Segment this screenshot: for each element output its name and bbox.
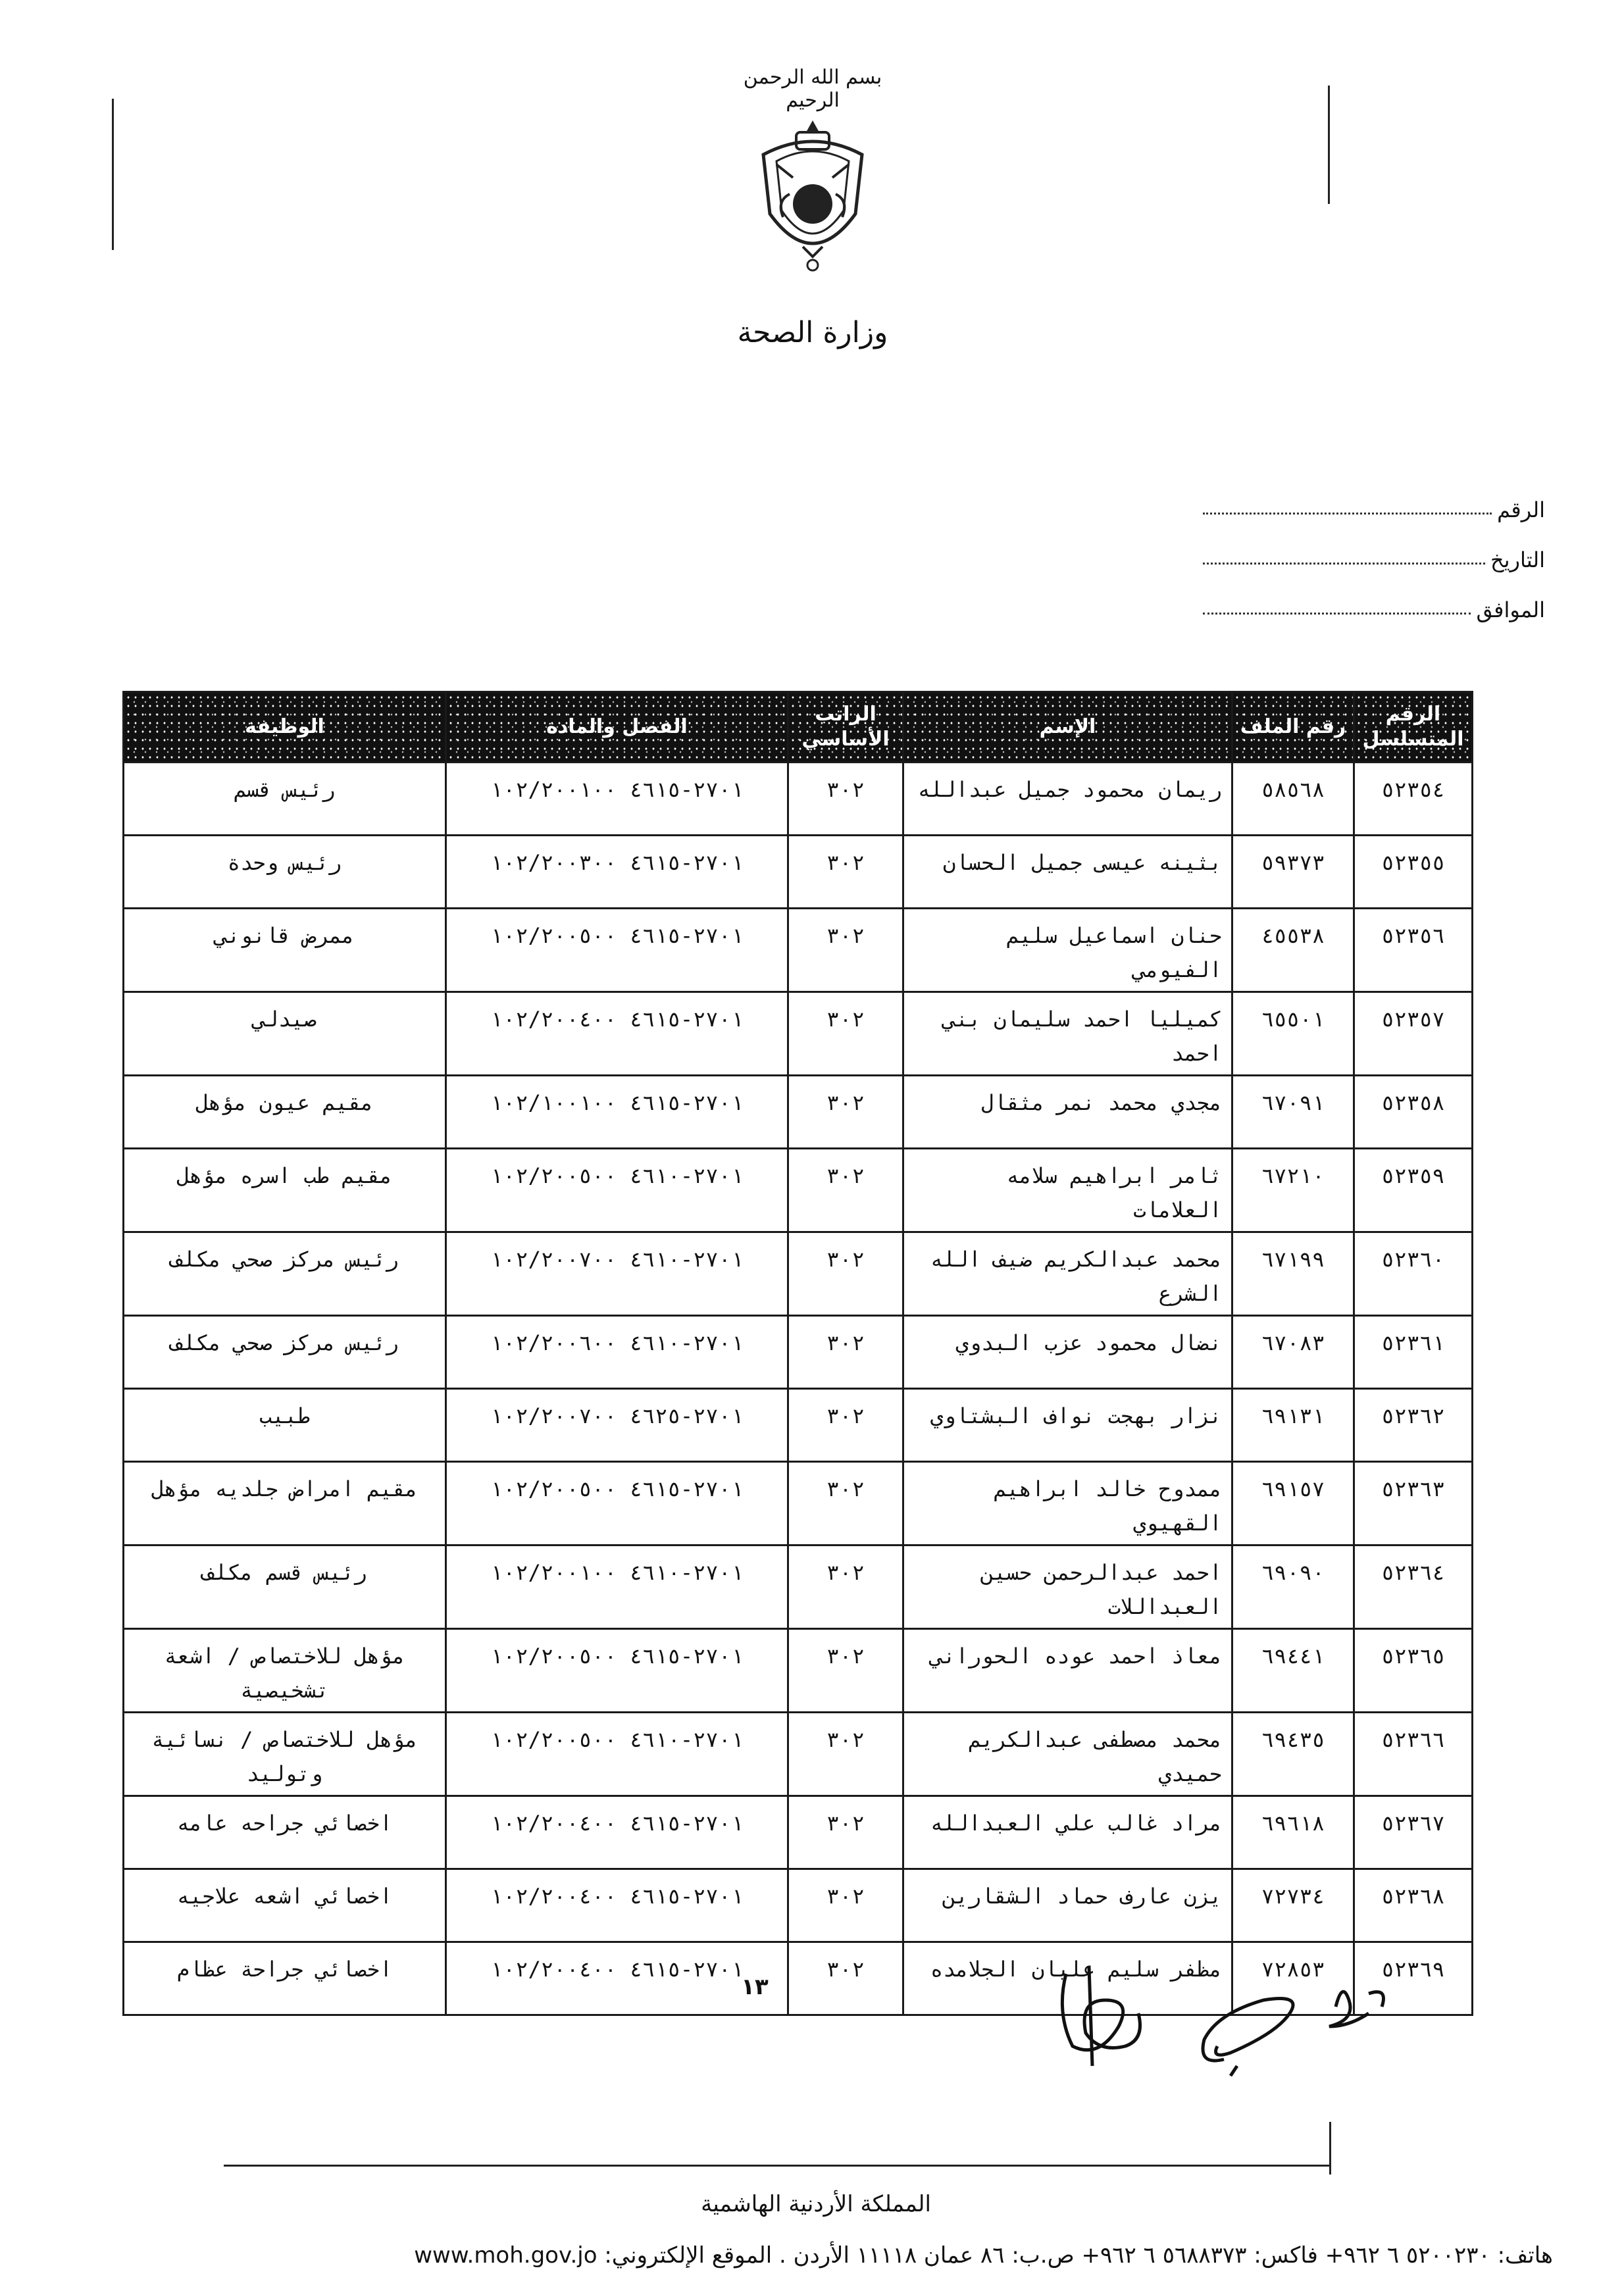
cell-serial: ٥٢٣٥٧: [1354, 992, 1473, 1076]
cell-serial: ٥٢٣٦٤: [1354, 1546, 1473, 1629]
cell-serial: ٥٢٣٥٨: [1354, 1076, 1473, 1149]
cell-file-no: ٧٢٧٣٤: [1232, 1869, 1354, 1942]
cell-name: محمد مصطفى عبدالكريم حميدي: [903, 1713, 1232, 1796]
cell-file-no: ٦٥٥٠١: [1232, 992, 1354, 1076]
cell-serial: ٥٢٣٦٨: [1354, 1869, 1473, 1942]
table-row: [124, 763, 1473, 836]
cell-serial: ٥٢٣٦١: [1354, 1316, 1473, 1389]
table-row: [124, 992, 1473, 1076]
table-row: [124, 1389, 1473, 1462]
page-number: ١٣: [741, 1974, 769, 2000]
cell-name: كميليا احمد سليمان بني احمد: [903, 992, 1232, 1076]
cell-name: نزار بهجت نواف البشتاوي: [903, 1389, 1232, 1462]
cell-chapter-item: ٢٧٠١-٤٦١٥ ١٠٢/١٠٠١٠٠: [446, 1076, 788, 1149]
cell-file-no: ٦٧٠٨٣: [1232, 1316, 1354, 1389]
cell-file-no: ٥٩٣٧٣: [1232, 836, 1354, 909]
cell-salary: ٣٠٢: [788, 1629, 903, 1713]
cell-serial: ٥٢٣٥٦: [1354, 909, 1473, 992]
cell-chapter-item: ٢٧٠١-٤٦١٥ ١٠٢/٢٠٠٣٠٠: [446, 836, 788, 909]
cell-file-no: ٦٩١٣١: [1232, 1389, 1354, 1462]
table-row: [124, 1232, 1473, 1316]
header-salary: الراتب الأساسي: [788, 692, 903, 763]
cell-salary: ٣٠٢: [788, 1462, 903, 1546]
cell-salary: ٣٠٢: [788, 1389, 903, 1462]
header-serial: الرقم المتسلسل: [1354, 692, 1473, 763]
cell-chapter-item: ٢٧٠١-٤٦١٥ ١٠٢/٢٠٠٥٠٠: [446, 1462, 788, 1546]
cell-salary: ٣٠٢: [788, 1942, 903, 2015]
table-row: [124, 1546, 1473, 1629]
cell-name: حنان اسماعيل سليم الفيومي: [903, 909, 1232, 992]
coat-of-arms-emblem: [744, 115, 882, 280]
cell-file-no: ٦٩٤٤١: [1232, 1629, 1354, 1713]
cell-salary: ٣٠٢: [788, 909, 903, 992]
cell-file-no: ٤٥٥٣٨: [1232, 909, 1354, 992]
footer-contact: هاتف: ٥٢٠٠٢٣٠ ٦ ٩٦٢+ فاكس: ٥٦٨٨٣٧٣ ٦ ٩٦٢+ ص.ب: ٨٦ عمان ١١١١٨ الأردن . الموقع الإلكتروني: www.moh.gov.jo: [414, 2242, 1553, 2269]
table-row: [124, 1796, 1473, 1869]
table-row: [124, 1076, 1473, 1149]
cell-job: ممرض قانوني: [124, 909, 446, 992]
cell-chapter-item: ٢٧٠١-٤٦١٥ ١٠٢/٢٠٠٤٠٠: [446, 1942, 788, 2015]
footer-kingdom: المملكة الأردنية الهاشمية: [701, 2191, 931, 2217]
cell-chapter-item: ٢٧٠١-٤٦١٠ ١٠٢/٢٠٠٦٠٠: [446, 1316, 788, 1389]
cell-job: مؤهل للاختصاص / نسائية وتوليد: [124, 1713, 446, 1796]
cell-serial: ٥٢٣٥٩: [1354, 1149, 1473, 1232]
cell-name: محمد عبدالكريم ضيف الله الشرع: [903, 1232, 1232, 1316]
header-name: الإسم: [903, 692, 1232, 763]
cell-file-no: ٦٧١٩٩: [1232, 1232, 1354, 1316]
field-blank: [1203, 563, 1485, 565]
cell-chapter-item: ٢٧٠١-٤٦١٠ ١٠٢/٢٠٠٥٠٠: [446, 1713, 788, 1796]
cell-file-no: ٦٧٠٩١: [1232, 1076, 1354, 1149]
cell-file-no: ٦٩١٥٧: [1232, 1462, 1354, 1546]
header-file-no: رقم الملف: [1232, 692, 1354, 763]
cell-job: رئيس مركز صحي مكلف: [124, 1316, 446, 1389]
cell-salary: ٣٠٢: [788, 1232, 903, 1316]
cell-job: مقيم طب اسره مؤهل: [124, 1149, 446, 1232]
cell-chapter-item: ٢٧٠١-٤٦١٥ ١٠٢/٢٠٠٤٠٠: [446, 1869, 788, 1942]
field-label: التاريخ: [1490, 547, 1545, 572]
header-chapter-item: الفصل والمادة: [446, 692, 788, 763]
cell-file-no: ٥٨٥٦٨: [1232, 763, 1354, 836]
cell-job: اخصائي جراحه عامه: [124, 1796, 446, 1869]
cell-chapter-item: ٢٧٠١-٤٦١٥ ١٠٢/٢٠٠٤٠٠: [446, 1796, 788, 1869]
cell-job: رئيس قسم: [124, 763, 446, 836]
cell-name: ثامر ابراهيم سلامه العلامات: [903, 1149, 1232, 1232]
table-row: [124, 1149, 1473, 1232]
footer-right-rule: [1329, 2122, 1331, 2174]
signatures: [1027, 1954, 1421, 2086]
cell-name: بثينه عيسى جميل الحسان: [903, 836, 1232, 909]
cell-chapter-item: ٢٧٠١-٤٦٢٥ ١٠٢/٢٠٠٧٠٠: [446, 1389, 788, 1462]
corresponding-date-field: [1203, 572, 1545, 622]
cell-salary: ٣٠٢: [788, 1546, 903, 1629]
cell-salary: ٣٠٢: [788, 1076, 903, 1149]
cell-name: يزن عارف حماد الشقارين: [903, 1869, 1232, 1942]
cell-file-no: ٦٩٤٣٥: [1232, 1713, 1354, 1796]
cell-chapter-item: ٢٧٠١-٤٦١٠ ١٠٢/٢٠٠٧٠٠: [446, 1232, 788, 1316]
cell-serial: ٥٢٣٦٩: [1354, 1942, 1473, 2015]
cell-name: احمد عبدالرحمن حسين العبداللات: [903, 1546, 1232, 1629]
cell-job: اخصائي جراحة عظام: [124, 1942, 446, 2015]
cell-salary: ٣٠٢: [788, 992, 903, 1076]
cell-job: طبيب: [124, 1389, 446, 1462]
table-row: [124, 1713, 1473, 1796]
employees-table: [122, 691, 1473, 2016]
cell-file-no: ٦٩٠٩٠: [1232, 1546, 1354, 1629]
table-header-row: [124, 692, 1473, 763]
cell-name: مجدي محمد نمر مثقال: [903, 1076, 1232, 1149]
reference-fields: [1203, 472, 1545, 622]
cell-name: ريمان محمود جميل عبدالله: [903, 763, 1232, 836]
cell-name: مظفر سليم عليان الجلامده: [903, 1942, 1232, 2015]
cell-job: رئيس قسم مكلف: [124, 1546, 446, 1629]
cell-chapter-item: ٢٧٠١-٤٦١٠ ١٠٢/٢٠٠١٠٠: [446, 1546, 788, 1629]
cell-salary: ٣٠٢: [788, 1713, 903, 1796]
cell-serial: ٥٢٣٦٢: [1354, 1389, 1473, 1462]
cell-chapter-item: ٢٧٠١-٤٦١٠ ١٠٢/٢٠٠٥٠٠: [446, 1149, 788, 1232]
table-row: [124, 1462, 1473, 1546]
table-row: [124, 1629, 1473, 1713]
footer-rule: [224, 2165, 1329, 2167]
cell-salary: ٣٠٢: [788, 836, 903, 909]
field-label: الرقم: [1497, 497, 1545, 522]
cell-serial: ٥٢٣٥٤: [1354, 763, 1473, 836]
cell-name: ممدوح خالد ابراهيم القهيوي: [903, 1462, 1232, 1546]
cell-job: رئيس وحدة: [124, 836, 446, 909]
table-row: [124, 836, 1473, 909]
field-label: الموافق: [1476, 597, 1545, 622]
cell-serial: ٥٢٣٦٧: [1354, 1796, 1473, 1869]
table-row: [124, 909, 1473, 992]
cell-salary: ٣٠٢: [788, 763, 903, 836]
cell-serial: ٥٢٣٦٦: [1354, 1713, 1473, 1796]
cell-chapter-item: ٢٧٠١-٤٦١٥ ١٠٢/٢٠٠٥٠٠: [446, 909, 788, 992]
cell-serial: ٥٢٣٦٠: [1354, 1232, 1473, 1316]
cell-job: مؤهل للاختصاص / اشعة تشخيصية: [124, 1629, 446, 1713]
cell-salary: ٣٠٢: [788, 1796, 903, 1869]
cell-salary: ٣٠٢: [788, 1149, 903, 1232]
cell-salary: ٣٠٢: [788, 1316, 903, 1389]
cell-name: نضال محمود عزب البدوي: [903, 1316, 1232, 1389]
reference-number-field: [1203, 472, 1545, 522]
header-job: الوظيفة: [124, 692, 446, 763]
field-blank: [1203, 513, 1492, 515]
cell-file-no: ٦٩٦١٨: [1232, 1796, 1354, 1869]
cell-serial: ٥٢٣٦٥: [1354, 1629, 1473, 1713]
field-blank: [1203, 613, 1471, 615]
cell-job: رئيس مركز صحي مكلف: [124, 1232, 446, 1316]
basmala: بسم الله الرحمن الرحيم: [743, 66, 882, 112]
left-margin-rule: [112, 99, 114, 250]
cell-file-no: ٧٢٨٥٣: [1232, 1942, 1354, 2015]
table-row: [124, 1316, 1473, 1389]
cell-job: مقيم امراض جلديه مؤهل: [124, 1462, 446, 1546]
cell-chapter-item: ٢٧٠١-٤٦١٥ ١٠٢/٢٠٠٥٠٠: [446, 1629, 788, 1713]
cell-serial: ٥٢٣٥٥: [1354, 836, 1473, 909]
cell-serial: ٥٢٣٦٣: [1354, 1462, 1473, 1546]
cell-chapter-item: ٢٧٠١-٤٦١٥ ١٠٢/٢٠٠٤٠٠: [446, 992, 788, 1076]
cell-job: اخصائي اشعه علاجيه: [124, 1869, 446, 1942]
table-row: [124, 1869, 1473, 1942]
ministry-title: وزارة الصحة: [737, 316, 888, 349]
cell-name: معاذ احمد عوده الحوراني: [903, 1629, 1232, 1713]
cell-job: مقيم عيون مؤهل: [124, 1076, 446, 1149]
date-field: [1203, 522, 1545, 572]
cell-job: صيدلي: [124, 992, 446, 1076]
cell-chapter-item: ٢٧٠١-٤٦١٥ ١٠٢/٢٠٠١٠٠: [446, 763, 788, 836]
cell-salary: ٣٠٢: [788, 1869, 903, 1942]
cell-name: مراد غالب علي العبدالله: [903, 1796, 1232, 1869]
right-margin-rule: [1328, 86, 1330, 204]
cell-file-no: ٦٧٢١٠: [1232, 1149, 1354, 1232]
